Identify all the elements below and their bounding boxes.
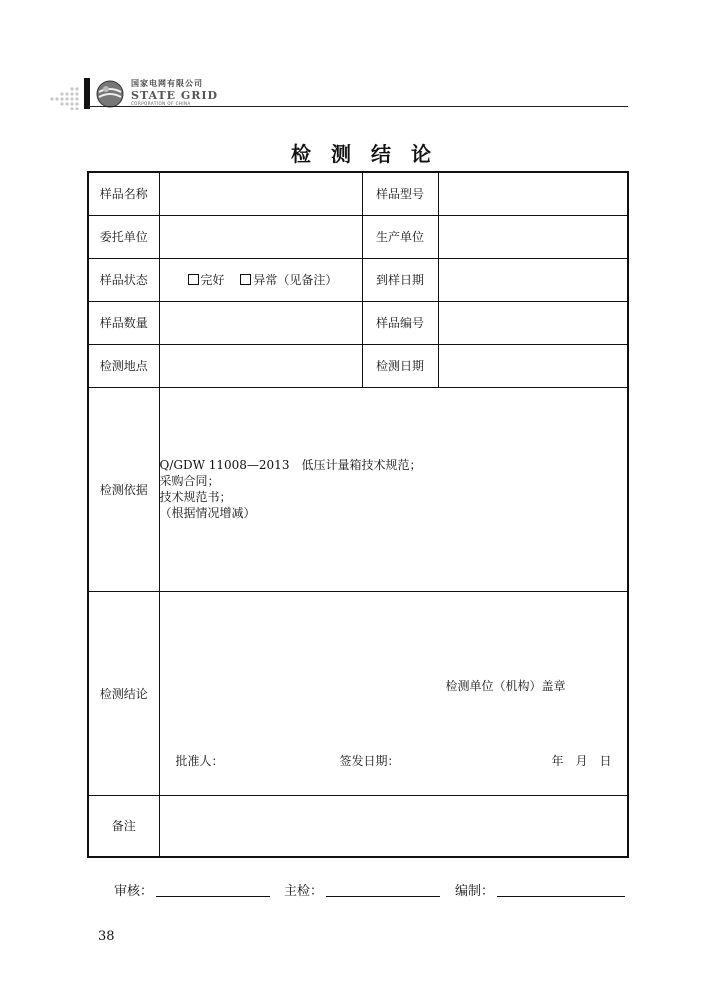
quantity-field[interactable] [159, 301, 362, 344]
table-row [88, 172, 628, 215]
location-label: 检测地点 [88, 344, 159, 387]
date-units: 年 月 日 [551, 753, 612, 768]
manufacturer-label: 生产单位 [362, 215, 438, 258]
basis-line: Q/GDW 11008—2013 低压计量箱技术规范； [159, 458, 422, 472]
intact-option-label: 完好 [200, 273, 225, 287]
conclusion-field[interactable] [159, 591, 628, 795]
sample-state-label: 样品状态 [88, 258, 159, 301]
sample-model-field[interactable] [438, 172, 628, 215]
page-title: 检测结论 [291, 142, 451, 166]
table-row [88, 301, 628, 344]
header-rule [88, 106, 628, 107]
compiler-label: 编制： [455, 884, 495, 899]
table-row [88, 795, 628, 857]
company-name-en: STATE GRID [131, 89, 219, 102]
remarks-field[interactable] [159, 795, 628, 857]
header-accent-bar [84, 78, 90, 109]
abnormal-option-label: 异常（见备注） [253, 273, 338, 287]
test-conclusion-form [87, 171, 629, 858]
state-grid-logo-icon [96, 80, 124, 108]
table-row [88, 344, 628, 387]
test-date-field[interactable] [438, 344, 628, 387]
decorative-dots-icon [48, 84, 84, 110]
sample-model-label: 样品型号 [362, 172, 438, 215]
test-date-label: 检测日期 [362, 344, 438, 387]
approver-label: 批准人： [175, 753, 224, 768]
issue-date-label: 签发日期： [339, 753, 400, 768]
sample-name-label: 样品名称 [88, 172, 159, 215]
intact-checkbox[interactable] [188, 273, 225, 287]
page-number: 38 [98, 929, 115, 944]
sample-state-options [159, 258, 362, 301]
client-field[interactable] [159, 215, 362, 258]
table-row [88, 215, 628, 258]
sample-number-field[interactable] [438, 301, 628, 344]
table-row [88, 387, 628, 591]
conclusion-label: 检测结论 [88, 591, 159, 795]
manufacturer-field[interactable] [438, 215, 628, 258]
company-name-cn: 国家电网有限公司 [131, 79, 203, 88]
company-logo-text [131, 80, 218, 106]
compiler-signature-line[interactable] [497, 896, 625, 897]
location-field[interactable] [159, 344, 362, 387]
basis-field[interactable] [159, 387, 628, 591]
sample-name-field[interactable] [159, 172, 362, 215]
basis-line: 采购合同； [159, 474, 220, 488]
basis-line: 技术规范书； [159, 490, 232, 504]
arrival-date-field[interactable] [438, 258, 628, 301]
review-label: 审核： [114, 884, 154, 899]
quantity-label: 样品数量 [88, 301, 159, 344]
basis-line: （根据情况增减） [159, 506, 256, 520]
checkbox-icon [188, 274, 199, 285]
basis-label: 检测依据 [88, 387, 159, 591]
table-row [88, 591, 628, 795]
table-row [88, 258, 628, 301]
sample-number-label: 样品编号 [362, 301, 438, 344]
client-label: 委托单位 [88, 215, 159, 258]
main-check-label: 主检： [284, 884, 324, 899]
abnormal-checkbox[interactable] [240, 273, 337, 287]
company-name-sub: CORPORATION OF CHINA [131, 101, 191, 106]
main-check-signature-line[interactable] [326, 896, 440, 897]
stamp-text: 检测单位（机构）盖章 [445, 678, 566, 693]
arrival-date-label: 到样日期 [362, 258, 438, 301]
review-signature-line[interactable] [156, 896, 270, 897]
remarks-label: 备注 [88, 795, 159, 857]
checkbox-icon [240, 274, 251, 285]
